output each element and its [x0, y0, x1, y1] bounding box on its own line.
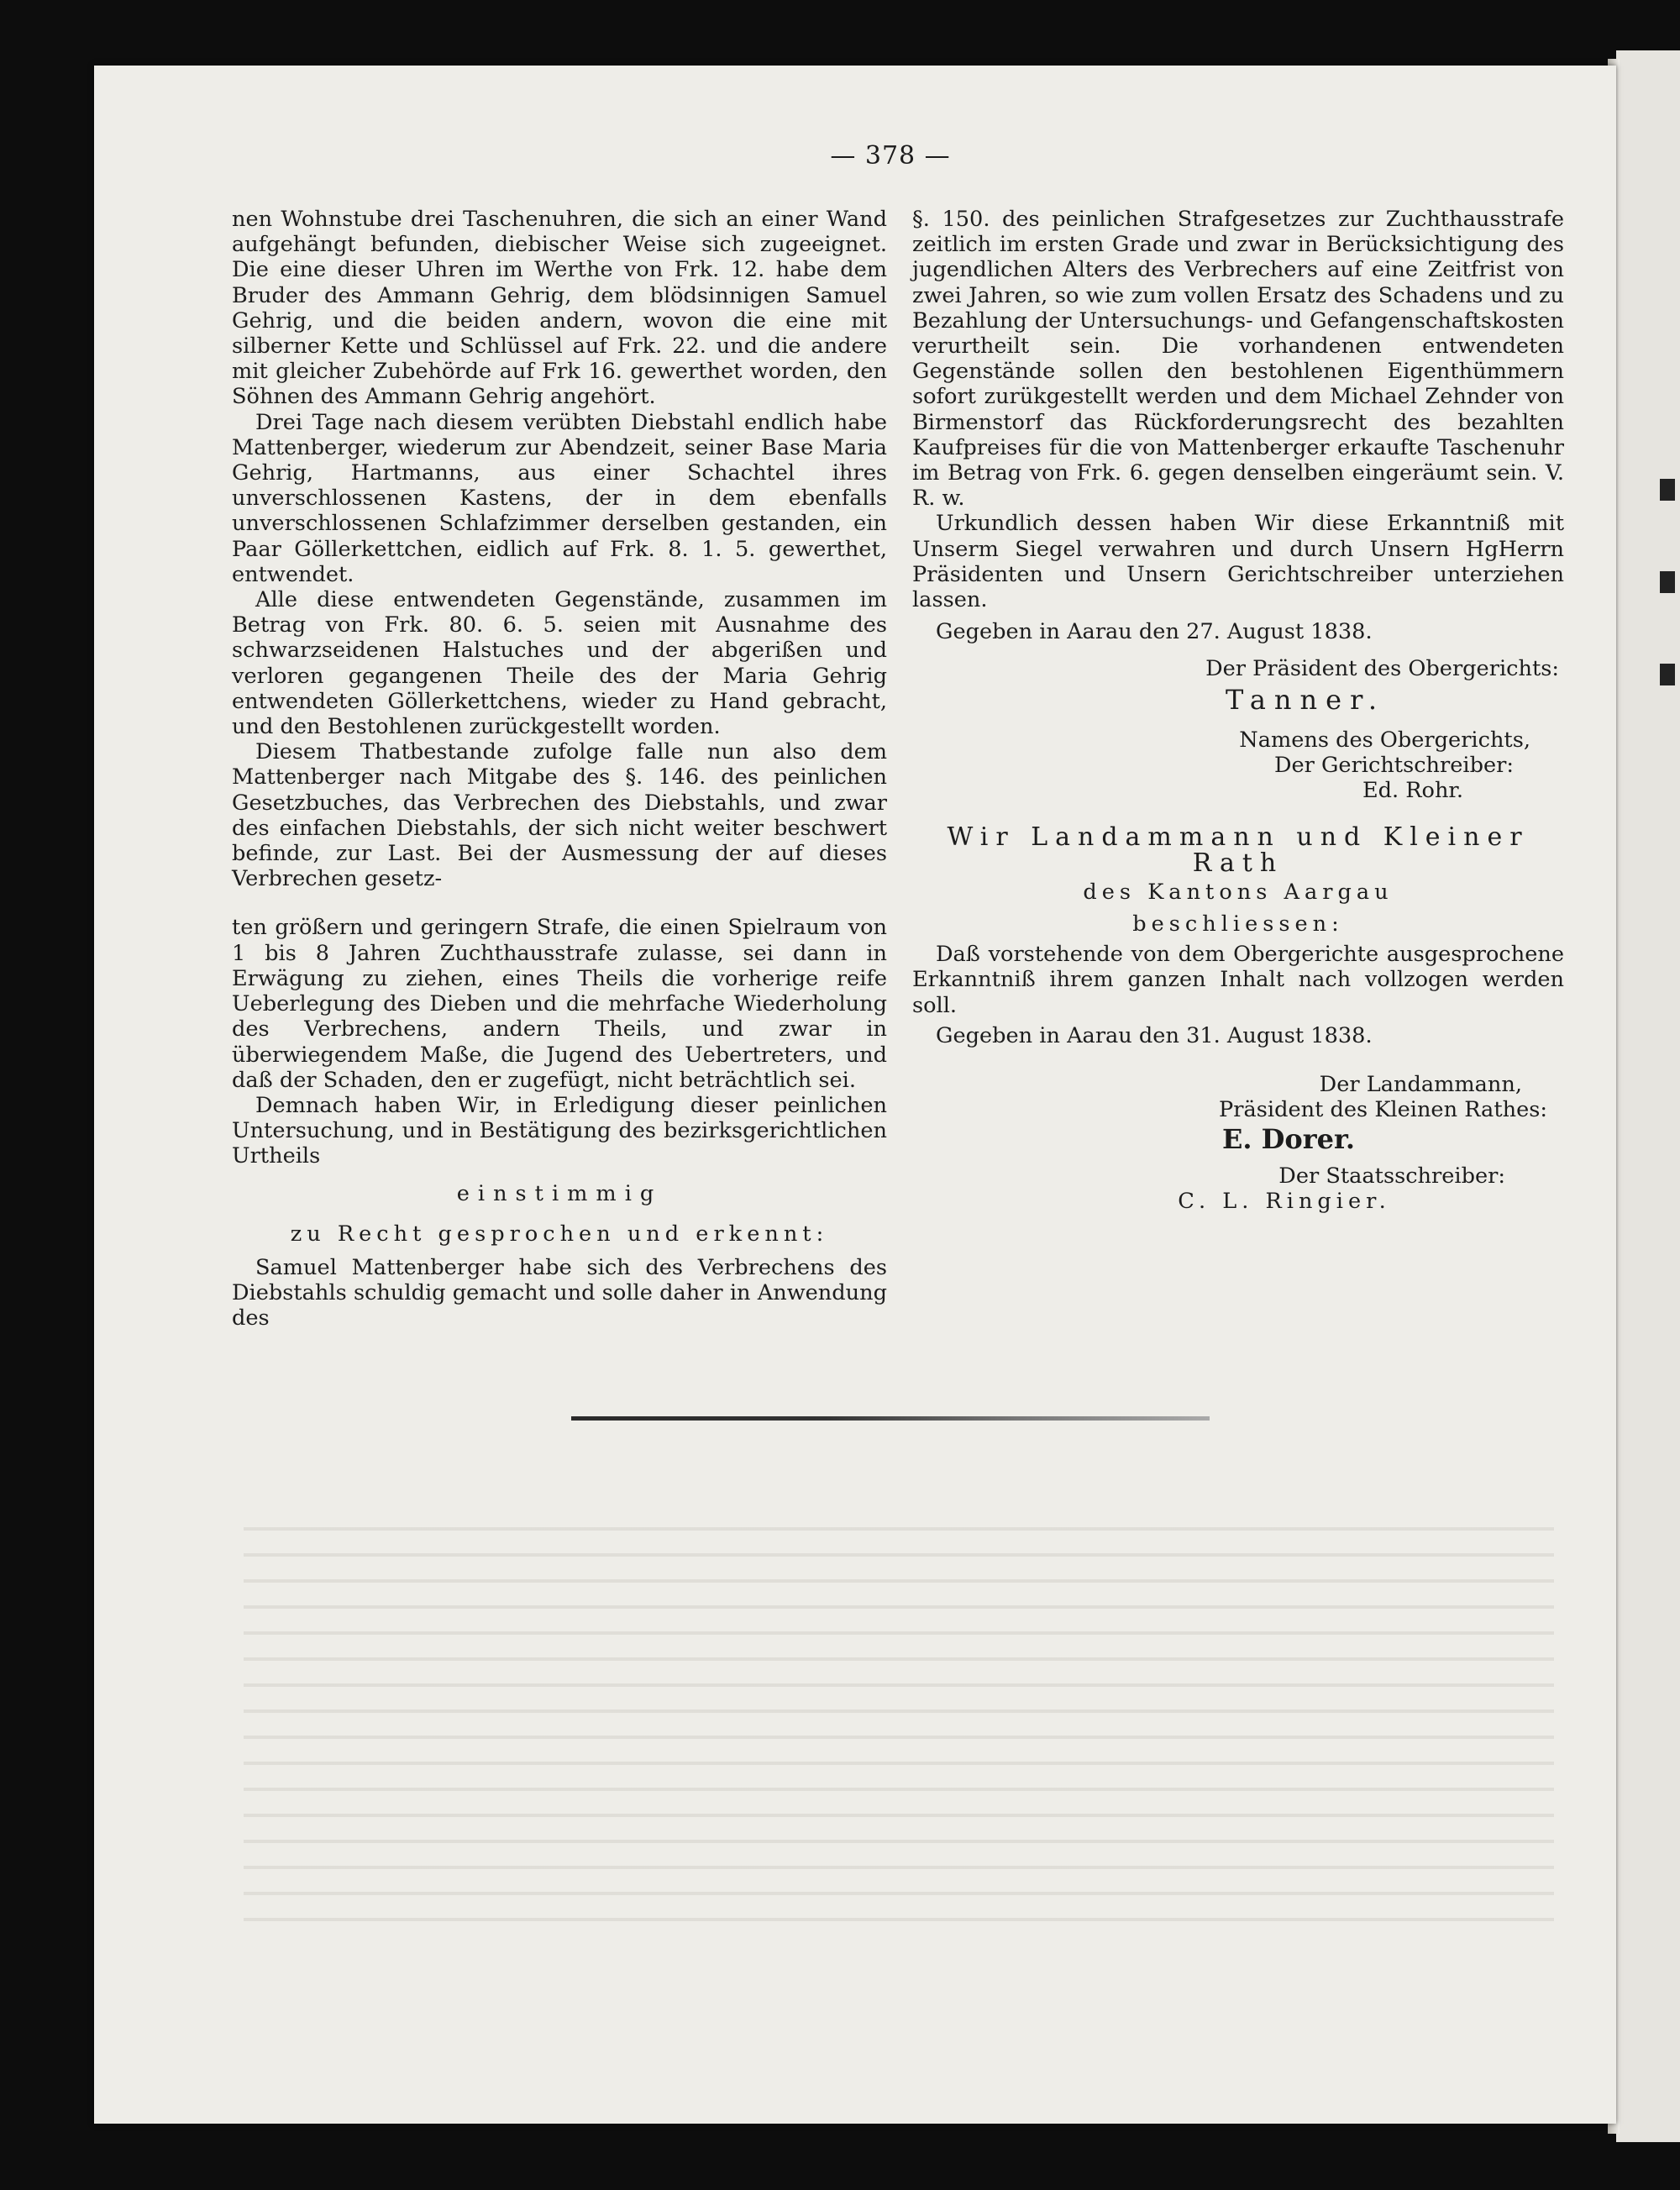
bleed-through-texture [244, 1512, 1554, 1932]
paragraph: nen Wohnstube drei Taschenuhren, die sich an einer Wand aufgehängt befunden, diebischer Weise sich zugeeignet. Die eine dieser Uhren im Werthe von Frk. 12. habe dem Bruder des Ammann Gehrig, dem blödsinnigen Samuel Gehrig, und die beiden andern, wovon die eine mit silberner Kette und Schlüssel auf Frk. 22. und die andere mit gleicher Zubehörde auf Frk 16. gewerthet worden, den Söhnen des Ammann Gehrig angehört. [232, 207, 887, 410]
paragraph: Diesem Thatbestande zufolge falle nun also dem Mattenberger nach Mitgabe des §. 146. des peinlichen Gesetzbuches, das Verbrechen des Diebstahls, und zwar des einfachen Diebstahls, der sich nicht weiter beschwert befinde, zur Last. Bei der Ausmessung der auf dieses Verbrechen gesetz- [232, 739, 887, 892]
paragraph: Urkundlich dessen haben Wir diese Erkanntniß mit Unserm Siegel verwahren und durch Unsern HgHerrn Präsidenten und Unsern Gerichtschreiber unterziehen lassen. [912, 511, 1564, 613]
horizontal-rule [571, 1416, 1210, 1421]
signature-title: Der Präsident des Obergerichts: [1205, 656, 1559, 682]
signature-title: Der Staatsschreiber: [1278, 1163, 1505, 1189]
verdict-heading: einstimmig [456, 1180, 663, 1206]
signature-title: Der Landammann, [1319, 1072, 1522, 1098]
adjacent-page-mark [1660, 571, 1675, 593]
verdict-subheading: zu Recht gesprochen und erkennt: [290, 1221, 829, 1247]
signature-title: Namens des Obergerichts, [1239, 727, 1530, 753]
date-line: Gegeben in Aarau den 27. August 1838. [936, 619, 1373, 645]
resolution-subheading: beschliessen: [1132, 911, 1344, 937]
paragraph: Drei Tage nach diesem verübten Diebstahl endlich habe Mattenberger, wiederum zur Abendzeit, seiner Base Maria Gehrig, Hartmanns, aus einer Schachtel ihres unverschlossenen Kastens, der in dem ebenfalls unverschlossenen Schlafzimmer derselben gestanden, ein Paar Göllerkettchen, eidlich auf Frk. 8. 1. 5. gewerthet, entwendet. [232, 409, 887, 587]
signature-name: C. L. Ringier. [1178, 1188, 1391, 1214]
column-gap [232, 891, 887, 915]
resolution-subheading: des Kantons Aargau [1083, 879, 1394, 905]
signature-name: Tanner. [1225, 683, 1386, 716]
signature-title: Der Gerichtschreiber: [1273, 753, 1514, 779]
adjacent-page-edge [1616, 50, 1680, 2142]
page-number: — 378 — [830, 141, 951, 171]
left-column [232, 207, 887, 1331]
signature-name: E. Dorer. [1221, 1122, 1356, 1155]
paragraph: Samuel Mattenberger habe sich des Verbrechens des Diebstahls schuldig gemacht und solle daher in Anwendung des [232, 1254, 887, 1331]
resolution-heading: Wir Landammann und Kleiner Rath [947, 822, 1530, 878]
adjacent-page-mark [1660, 664, 1675, 685]
paragraph: Alle diese entwendeten Gegenstände, zusammen im Betrag von Frk. 80. 6. 5. seien mit Ausnahme des schwarzseidenen Halstuches und der abgerißen und verloren gegangenen Theile des der Maria Gehrig entwendeten Göllerkettchens, wieder zu Hand gebracht, und den Bestohlenen zurückgestellt worden. [232, 587, 887, 740]
signature-title: Präsident des Kleinen Rathes: [1219, 1097, 1547, 1123]
signature-name: Ed. Rohr. [1362, 778, 1463, 804]
paragraph: Demnach haben Wir, in Erledigung dieser peinlichen Untersuchung, und in Bestätigung des bezirksgerichtlichen Urtheils [232, 1092, 887, 1169]
date-line: Gegeben in Aarau den 31. August 1838. [936, 1022, 1373, 1048]
right-column [912, 207, 1564, 1214]
paragraph: Daß vorstehende von dem Obergerichte ausgesprochene Erkanntniß ihrem ganzen Inhalt nach vollzogen werden soll. [912, 942, 1564, 1018]
adjacent-page-mark [1660, 479, 1675, 501]
paragraph: ten größern und geringern Strafe, die einen Spielraum von 1 bis 8 Jahren Zuchthausstrafe zulasse, sei dann in Erwägung zu ziehen, eines Theils die vorherige reife Ueberlegung des Dieben und die mehrfache Wiederholung des Verbrechens, andern Theils, und zwar in überwiegendem Maße, die Jugend des Uebertreters, und daß der Schaden, den er zugefügt, nicht beträchtlich sei. [232, 915, 887, 1093]
paragraph: §. 150. des peinlichen Strafgesetzes zur Zuchthausstrafe zeitlich im ersten Grade und zwar in Berücksichtigung des jugendlichen Alters des Verbrechers auf eine Zeitfrist von zwei Jahren, so wie zum vollen Ersatz des Schadens und zu Bezahlung der Untersuchungs- und Gefangenschaftskosten verurtheilt sein. Die vorhandenen entwendeten Gegenstände sollen den bestohlenen Eigenthümmern sofort zurükgestellt werden und dem Michael Zehnder von Birmenstorf das Rückforderungsrecht des bezahlten Kaufpreises für die von Mattenberger erkaufte Taschenuhr im Betrag von Frk. 6. gegen denselben eingeräumt sein. V. R. w. [912, 207, 1564, 512]
